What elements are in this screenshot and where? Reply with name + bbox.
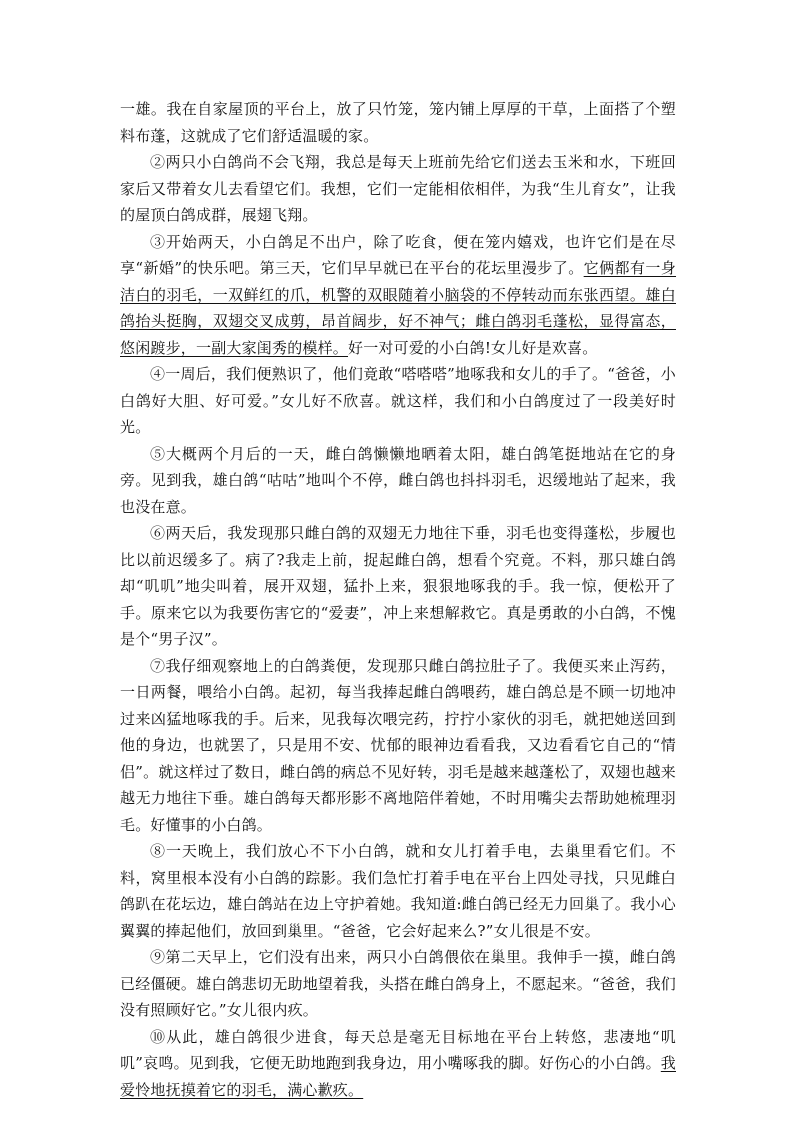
text-segment: 一雄。我在自家屋顶的平台上，放了只竹笼，笼内铺上厚厚的干草，上面搭了个塑料布蓬，这就成了它们舒适温暖的家。	[120, 100, 676, 145]
text-segment: ②两只小白鸽尚不会飞翔，我总是每天上班前先给它们送去玉米和水，下班回家后又带着女儿去看望它们。我想，它们一定能相依相伴，为我“生儿育女”，让我的屋顶白鸽成群，展翅飞翔。	[120, 153, 676, 224]
paragraph-7	[120, 653, 676, 839]
text-segment: ⑩从此，雄白鸽很少进食，每天总是毫无目标地在平台上转悠，悲凄地“叽叽”哀鸣。见到我，它便无助地跑到我身边，用小嘴啄我的脚。好伤心的小白鸽。	[120, 1027, 676, 1072]
text-segment: ⑥两天后，我发现那只雌白鸽的双翅无力地往下垂，羽毛也变得蓬松，步履也比以前迟缓多了。病了?我走上前，捉起雌白鸽，想看个究竟。不料，那只雄白鸽却“叽叽”地尖叫着，展开双翅，猛扑上来，狠狠地啄我的手。我一惊，便松开了手。原来它以为我要伤害它的“爱妻”，冲上来想解救它。真是勇敢的小白鸽，不愧是个“男子汉”。	[120, 524, 676, 648]
paragraph-5	[120, 441, 676, 521]
underlined-text-segment: 它俩都有一身洁白的羽毛，一双鲜红的爪，机警的双眼随着小脑袋的不停转动而东张西望。雄白鸽抬头挺胸，双翅交叉成剪，昂首阔步，好不神气；雌白鸽羽毛蓬松，显得富态，悠闲踱步，一副大家闺秀的模样。	[120, 259, 677, 357]
paragraph-6	[120, 520, 676, 653]
paragraph-9	[120, 944, 676, 1024]
text-segment: ④一周后，我们便熟识了，他们竟敢“嗒嗒嗒”地啄我和女儿的手了。“爸爸，小白鸽好大胆、好可爱。”女儿好不欣喜。就这样，我们和小白鸽度过了一段美好时光。	[120, 365, 676, 436]
paragraph-2	[120, 149, 676, 229]
underlined-text-segment: 我爱怜地抚摸着它的羽毛，满心歉疚。	[120, 1054, 676, 1099]
paragraph-8	[120, 838, 676, 944]
paragraph-4	[120, 361, 676, 441]
text-segment: 好一对可爱的小白鸽!女儿好是欢喜。	[348, 338, 598, 357]
text-segment: ⑧一天晚上，我们放心不下小白鸽，就和女儿打着手电，去巢里看它们。不料，窝里根本没有小白鸽的踪影。我们急忙打着手电在平台上四处寻找，只见雌白鸽趴在花坛边，雄白鸽站在边上守护着她。我知道:雌白鸽已经无力回巢了。我小心翼翼的捧起他们，放回到巢里。“爸爸，它会好起来么?”女儿很是不安。	[120, 842, 676, 940]
text-segment: ③开始两天，小白鸽足不出户，除了吃食，便在笼内嬉戏，也许它们是在尽享“新婚”的快乐吧。第三天，它们早早就已在平台的花坛里漫步了。	[120, 232, 676, 277]
paragraph-10	[120, 1024, 676, 1104]
text-segment: ⑨第二天早上，它们没有出来，两只小白鸽偎依在巢里。我伸手一摸，雌白鸽已经僵硬。雄白鸽悲切无助地望着我，头搭在雌白鸽身上，不愿起来。“爸爸，我们没有照顾好它。”女儿很内疚。	[120, 948, 676, 1019]
paragraph-continuation	[120, 96, 676, 149]
text-segment: ⑤大概两个月后的一天，雌白鸽懒懒地晒着太阳，雄白鸽笔挺地站在它的身旁。见到我，雄白鸽“咕咕”地叫个不停，雌白鸽也抖抖羽毛，迟缓地站了起来，我也没在意。	[120, 444, 676, 516]
text-segment: ⑦我仔细观察地上的白鸽粪便，发现那只雌白鸽拉肚子了。我便买来止泻药，一日两餐，喂给小白鸽。起初，每当我捧起雌白鸽喂药，雄白鸽总是不顾一切地冲过来凶猛地啄我的手。后来，见我每次喂完药，拧拧小家伙的羽毛，就把她送回到他的身边，也就罢了，只是用不安、忧郁的眼神边看看我，又边看看它自己的“情侣”。就这样过了数日，雌白鸽的病总不见好转，羽毛是越来越蓬松了，双翅也越来越无力地往下垂。雄白鸽每天都形影不离地陪伴着她，不时用嘴尖去帮助她梳理羽毛。好懂事的小白鸽。	[120, 656, 676, 834]
paragraph-3	[120, 229, 676, 362]
document-page	[120, 96, 676, 1103]
